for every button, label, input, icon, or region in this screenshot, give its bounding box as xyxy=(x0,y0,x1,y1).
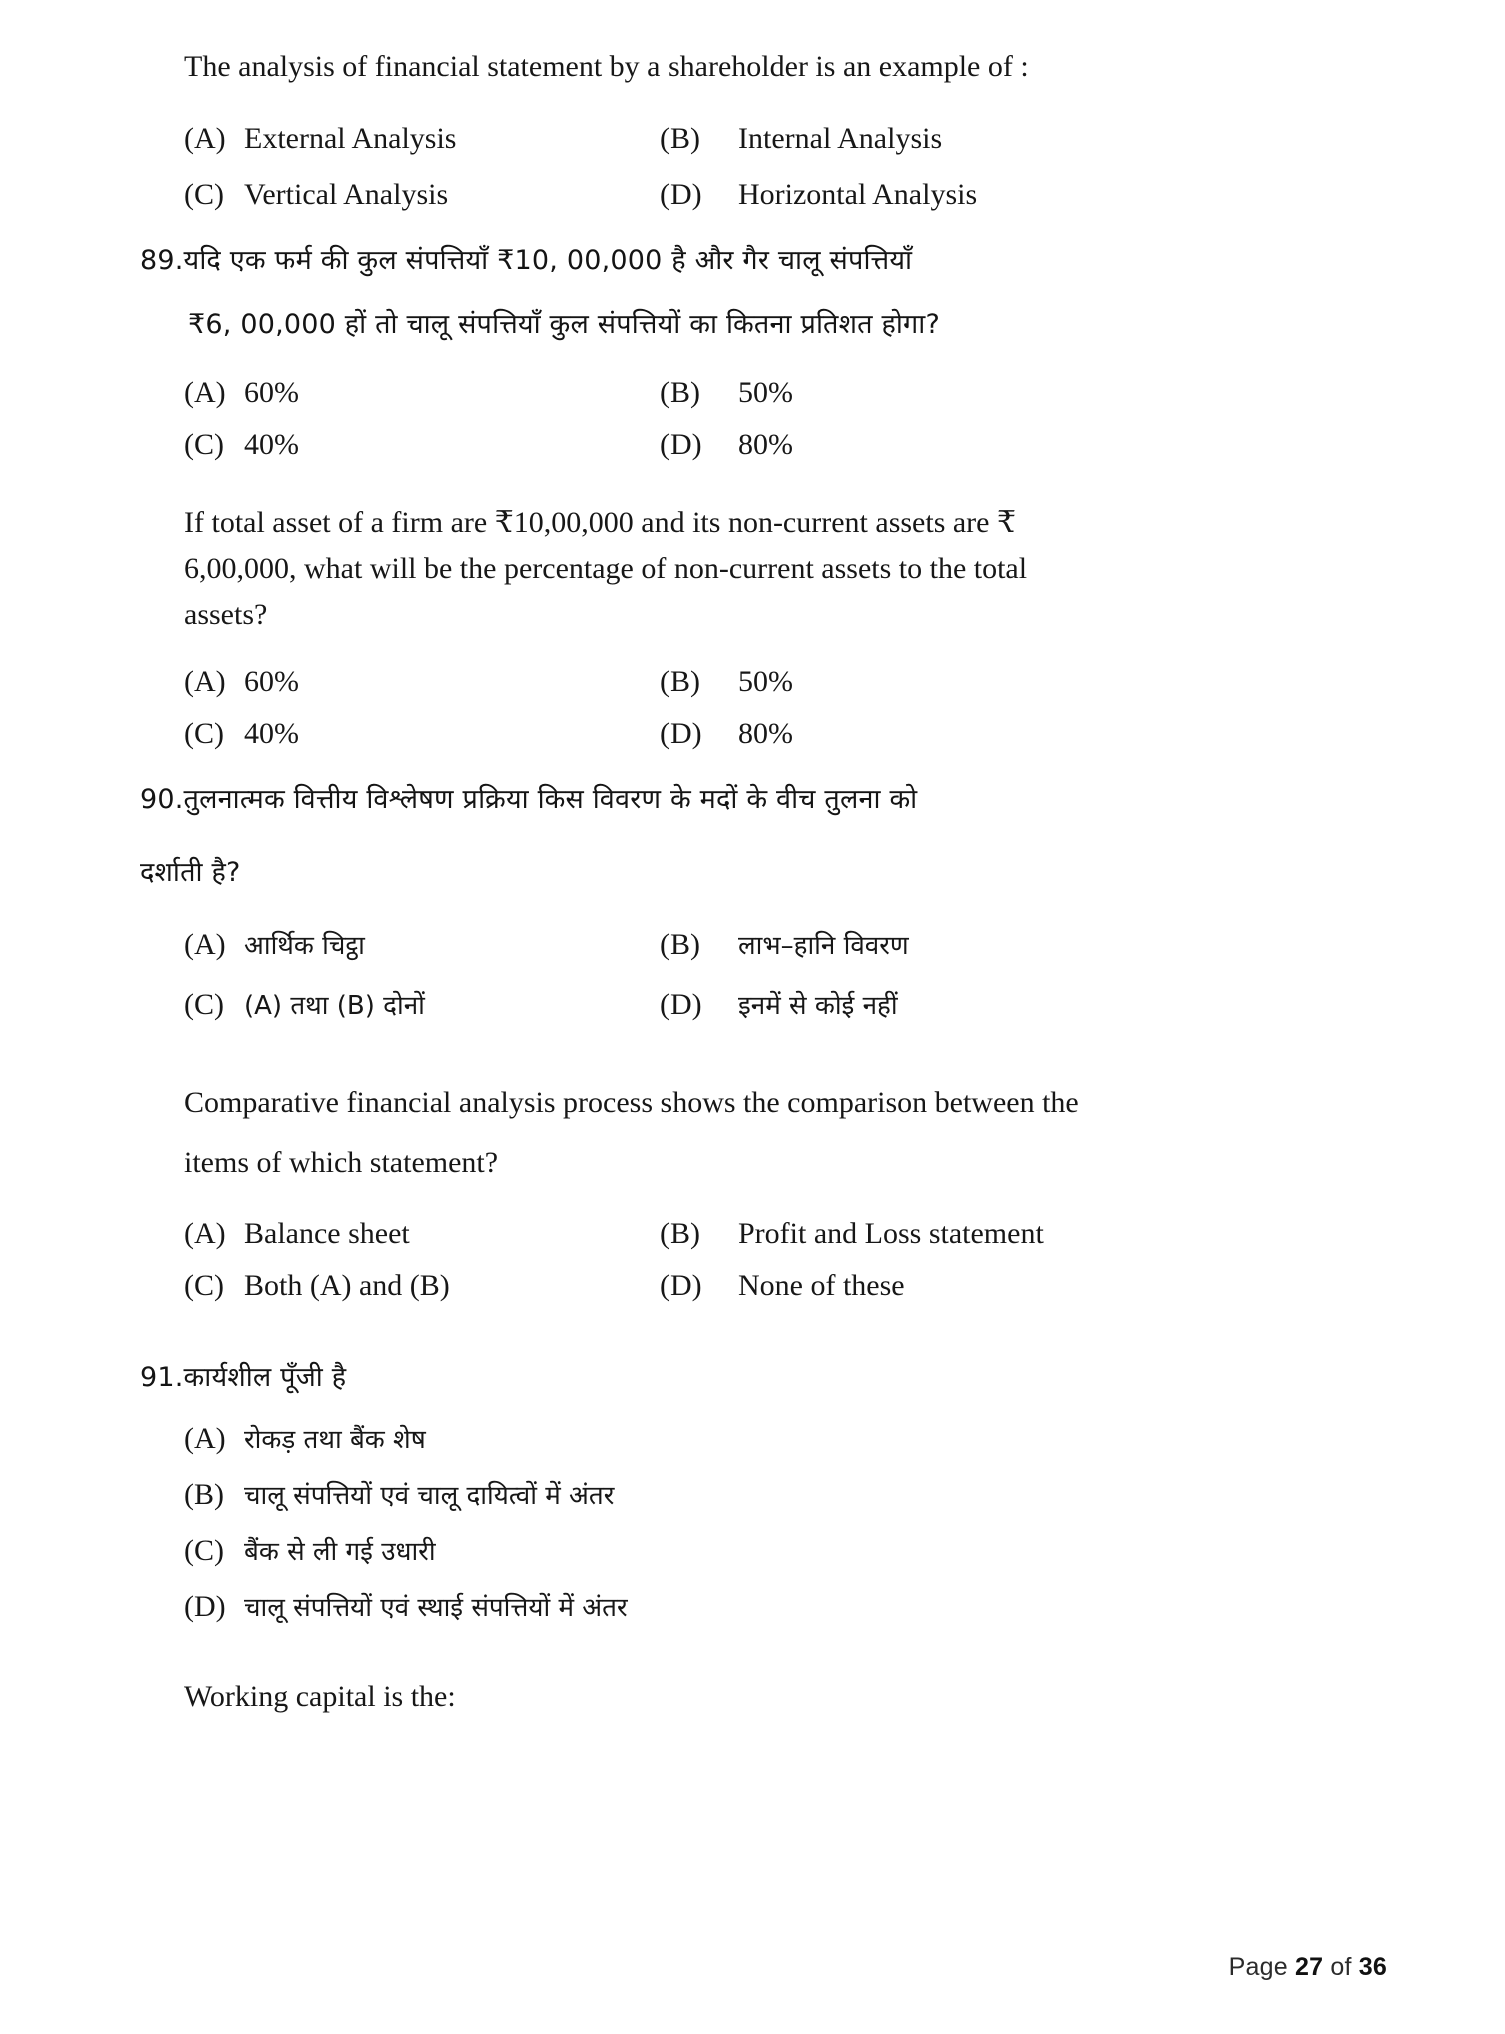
question-89-block xyxy=(140,238,1387,764)
option-key-d: (D) xyxy=(660,717,702,751)
option-a[interactable] xyxy=(140,926,660,968)
option-key-c: (C) xyxy=(184,1269,224,1303)
question-91-stem-english: Working capital is the: xyxy=(184,1679,456,1713)
option-label-c: (A) तथा (B) दोनों xyxy=(244,991,425,1022)
option-key-a: (A) xyxy=(184,1421,226,1455)
option-key-a: (A) xyxy=(184,1217,226,1251)
option-key-a: (A) xyxy=(184,665,226,699)
question-90-stem-english-line-2: items of which statement? xyxy=(184,1145,499,1179)
option-label-a: रोकड़ तथा बैंक शेष xyxy=(244,1424,426,1455)
option-label-b: चालू संपत्तियों एवं चालू दायित्वों में अंतर xyxy=(244,1480,615,1511)
option-key-c: (C) xyxy=(184,1533,224,1567)
option-c[interactable] xyxy=(140,1532,1387,1574)
option-b[interactable] xyxy=(660,116,1387,161)
option-label-c: 40% xyxy=(244,717,299,751)
option-key-c: (C) xyxy=(184,428,224,462)
question-91-hindi-option-a-row xyxy=(140,1420,1387,1476)
question-89-stem-english-line-3: assets? xyxy=(184,597,268,631)
option-key-d: (D) xyxy=(660,1269,702,1303)
option-label-d: इनमें से कोई नहीं xyxy=(738,991,898,1022)
option-a[interactable] xyxy=(140,1420,1387,1462)
option-key-b: (B) xyxy=(660,928,700,962)
question-91-hindi-option-b-row xyxy=(140,1476,1387,1532)
question-91-stem-hindi: 91.कार्यशील पूँजी है xyxy=(140,1362,347,1394)
spacer xyxy=(140,824,1387,850)
option-label-d: चालू संपत्तियों एवं स्थाई संपत्तियों में अंतर xyxy=(244,1592,628,1623)
option-key-c: (C) xyxy=(184,177,224,211)
option-key-a: (A) xyxy=(184,928,226,962)
option-label-d: 80% xyxy=(738,428,793,462)
question-89-stem-english-line-2: 6,00,000, what will be the percentage of non-current assets to the total xyxy=(184,552,1028,586)
spacer xyxy=(140,284,1387,302)
question-90-stem-english-line-1: Comparative financial analysis process shows the comparison between the xyxy=(184,1086,1079,1120)
spacer xyxy=(140,896,1387,926)
spacer xyxy=(140,1644,1387,1674)
option-key-a: (A) xyxy=(184,376,226,410)
option-key-d: (D) xyxy=(660,988,702,1022)
option-key-c: (C) xyxy=(184,988,224,1022)
option-label-b: Profit and Loss statement xyxy=(738,1217,1044,1251)
option-label-a: Balance sheet xyxy=(244,1217,410,1251)
option-key-d: (D) xyxy=(660,177,702,211)
question-88-stem-english: The analysis of financial statement by a shareholder is an example of : xyxy=(184,50,1029,83)
question-89-hindi-options-row-2 xyxy=(140,422,1387,474)
footer-total-pages: 36 xyxy=(1358,1953,1387,1981)
question-89-english-options-row-1 xyxy=(140,659,1387,711)
option-a[interactable] xyxy=(140,370,660,415)
question-89-english-options-row-2 xyxy=(140,711,1387,763)
option-key-d: (D) xyxy=(660,428,702,462)
option-label-c: 40% xyxy=(244,428,299,462)
option-d[interactable] xyxy=(660,986,1387,1028)
option-label-d: 80% xyxy=(738,717,793,751)
question-89-stem-hindi-line-1: 89.यदि एक फर्म की कुल संपत्तियाँ ₹10, 00,000 है और गैर चालू संपत्तियाँ xyxy=(140,244,913,276)
spacer xyxy=(140,1046,1387,1080)
option-key-d: (D) xyxy=(184,1589,226,1623)
option-c[interactable] xyxy=(140,422,660,467)
option-label-d: Horizontal Analysis xyxy=(738,177,978,211)
option-c[interactable] xyxy=(140,172,660,217)
option-key-b: (B) xyxy=(184,1477,224,1511)
option-label-c: Both (A) and (B) xyxy=(244,1269,450,1303)
option-label-b: लाभ–हानि विवरण xyxy=(738,931,909,962)
spacer xyxy=(140,1315,1387,1355)
option-a[interactable] xyxy=(140,1211,660,1256)
question-90-stem-hindi-line-2: दर्शाती है? xyxy=(140,856,241,888)
option-key-b: (B) xyxy=(660,376,700,410)
option-key-b: (B) xyxy=(660,665,700,699)
footer-of-label: of xyxy=(1330,1953,1352,1981)
option-d[interactable] xyxy=(660,1263,1387,1308)
option-key-a: (A) xyxy=(184,121,226,155)
question-90-stem-hindi-line-1: 90.तुलनात्मक वित्तीय विश्लेषण प्रक्रिया किस विवरण के मदों के वीच तुलना को xyxy=(140,784,918,816)
option-label-a: External Analysis xyxy=(244,121,457,155)
option-b[interactable] xyxy=(660,659,1387,704)
question-89-stem-hindi-line-2: ₹6, 00,000 हों तो चालू संपत्तियाँ कुल संपत्तियों का कितना प्रतिशत होगा? xyxy=(188,309,940,341)
spacer xyxy=(140,1185,1387,1211)
question-91-hindi-option-d-row xyxy=(140,1588,1387,1644)
option-c[interactable] xyxy=(140,986,660,1028)
question-90-english-options-row-1 xyxy=(140,1211,1387,1263)
question-91-hindi-option-c-row xyxy=(140,1532,1387,1588)
option-label-c: Vertical Analysis xyxy=(244,177,449,211)
option-d[interactable] xyxy=(660,711,1387,756)
option-label-b: 50% xyxy=(738,665,793,699)
spacer xyxy=(140,348,1387,370)
option-a[interactable] xyxy=(140,659,660,704)
footer-prefix-label: Page xyxy=(1228,1953,1288,1981)
option-label-d: None of these xyxy=(738,1269,905,1303)
option-key-b: (B) xyxy=(660,121,700,155)
spacer xyxy=(140,763,1387,777)
question-90-hindi-options-row-1 xyxy=(140,926,1387,986)
option-c[interactable] xyxy=(140,711,660,756)
spacer xyxy=(140,1402,1387,1420)
option-key-b: (B) xyxy=(660,1217,700,1251)
spacer xyxy=(140,1126,1387,1140)
page-footer xyxy=(1229,1953,1387,1982)
option-c[interactable] xyxy=(140,1263,660,1308)
option-b[interactable] xyxy=(660,1211,1387,1256)
question-88-options-row-1 xyxy=(140,116,1387,172)
question-88-block xyxy=(140,44,1387,228)
option-label-a: 60% xyxy=(244,376,299,410)
option-label-b: 50% xyxy=(738,376,793,410)
question-90-hindi-options-row-2 xyxy=(140,986,1387,1046)
question-90-block xyxy=(140,777,1387,1315)
question-89-stem-english-line-1: If total asset of a firm are ₹10,00,000 and its non-current assets are ₹ xyxy=(184,506,1017,540)
option-label-c: बैंक से ली गई उधारी xyxy=(244,1536,436,1567)
question-88-options-row-2 xyxy=(140,172,1387,228)
option-label-a: आर्थिक चिट्ठा xyxy=(244,931,365,962)
option-a[interactable] xyxy=(140,116,660,161)
option-b[interactable] xyxy=(660,370,1387,415)
option-d[interactable] xyxy=(140,1588,1387,1630)
option-key-c: (C) xyxy=(184,717,224,751)
spacer xyxy=(140,90,1387,116)
option-b[interactable] xyxy=(660,926,1387,968)
option-label-a: 60% xyxy=(244,665,299,699)
spacer xyxy=(140,474,1387,500)
question-89-hindi-options-row-1 xyxy=(140,370,1387,422)
option-d[interactable] xyxy=(660,422,1387,467)
spacer xyxy=(140,637,1387,659)
spacer xyxy=(140,228,1387,238)
option-d[interactable] xyxy=(660,172,1387,217)
option-b[interactable] xyxy=(140,1476,1387,1518)
question-91-block xyxy=(140,1355,1387,1719)
option-label-b: Internal Analysis xyxy=(738,121,943,155)
footer-page-number: 27 xyxy=(1295,1953,1324,1981)
question-90-english-options-row-2 xyxy=(140,1263,1387,1315)
